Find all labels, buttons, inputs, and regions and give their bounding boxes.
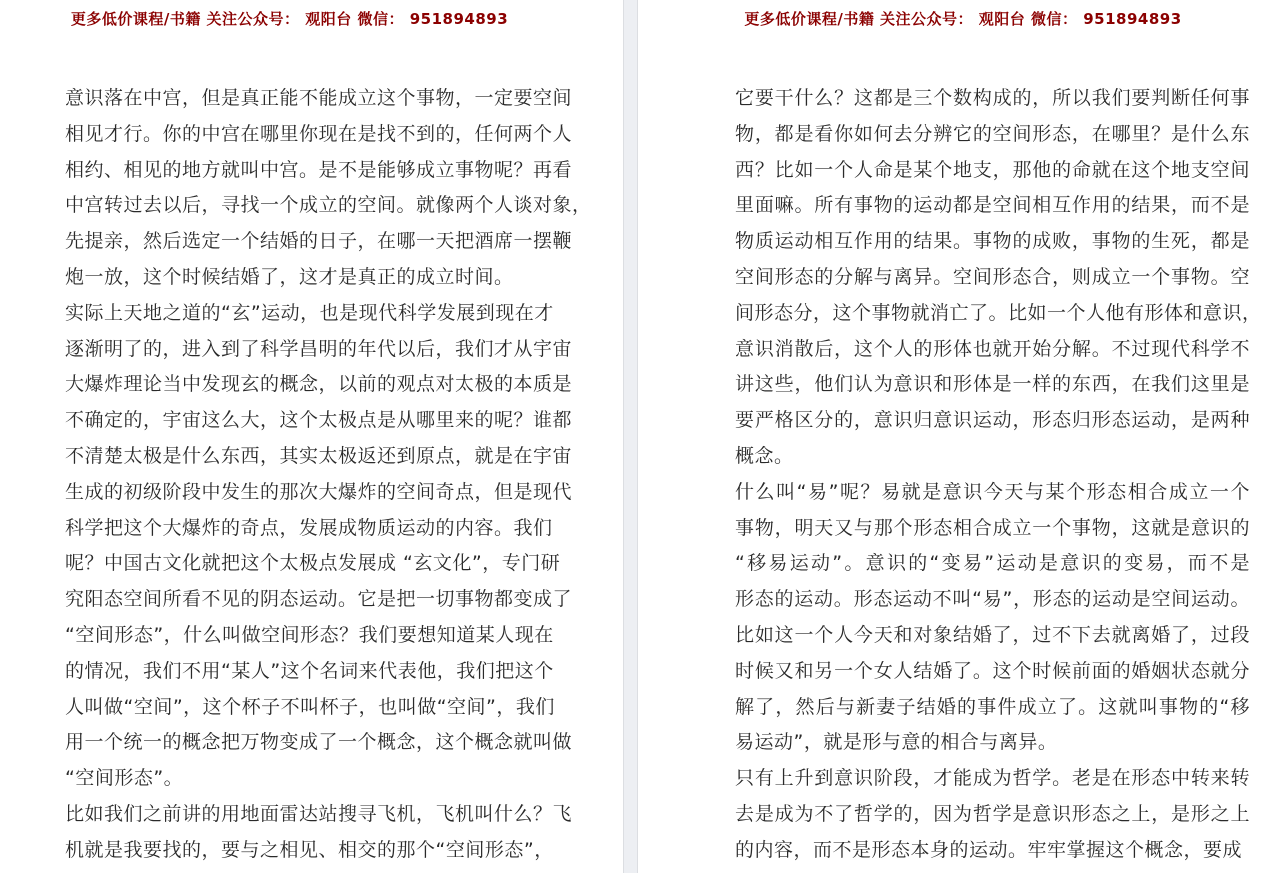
page-right <box>638 0 1262 873</box>
text-line: 用一个统一的概念把万物变成了一个概念，这个概念就叫做 <box>65 731 573 754</box>
text-line: 的情况，我们不用“某人”这个名词来代表他，我们把这个 <box>65 659 554 682</box>
text-line: 它要干什么？这都是三个数构成的，所以我们要判断任何事 <box>735 87 1250 109</box>
text-line: 物，都是看你如何去分辨它的空间形态，在哪里？是什么东 <box>735 122 1250 145</box>
text-line: 炮一放，这个时候结婚了，这才是真正的成立时间。 <box>65 265 514 288</box>
text-line: 实际上天地之道的“玄”运动，也是现代科学发展到现在才 <box>65 301 554 324</box>
text-line: 解了，然后与新妻子结婚的事件成立了。这就叫事物的“移 <box>735 695 1250 718</box>
text-line: 比如这一个人今天和对象结婚了，过不下去就离婚了，过段 <box>735 623 1250 646</box>
text-line: “移易运动”。意识的“变易”运动是意识的变易，而不是 <box>735 552 1250 575</box>
text-line: 易运动”，就是形与意的相合与离异。 <box>735 731 1058 754</box>
text-line: 去是成为不了哲学的，因为哲学是意识形态之上，是形之上 <box>735 802 1250 825</box>
text-line: 科学把这个大爆炸的奇点，发展成物质运动的内容。我们 <box>65 516 553 539</box>
text-line: “空间形态”，什么叫做空间形态？我们要想知道某人现在 <box>65 623 554 646</box>
text-line: 空间形态的分解与离异。空间形态合，则成立一个事物。空 <box>735 265 1250 288</box>
text-line: 事物，明天又与那个形态相合成立一个事物，这就是意识的 <box>735 516 1250 539</box>
text-line: 相约、相见的地方就叫中宫。是不是能够成立事物呢？再看 <box>65 158 573 181</box>
text-line: 不确定的，宇宙这么大，这个太极点是从哪里来的呢？谁都 <box>65 409 573 432</box>
text-line: 先提亲，然后选定一个结婚的日子，在哪一天把酒席一摆鞭 <box>65 230 573 253</box>
page-header-watermark-right: 更多低价课程/书籍 关注公众号： 观阳台 微信： 951894893 <box>744 10 1182 28</box>
text-line: 物质运动相互作用的结果。事物的成败，事物的生死，都是 <box>735 230 1250 253</box>
text-line: 不清楚太极是什么东西，其实太极返还到原点，就是在宇宙 <box>65 444 573 467</box>
text-line: 的内容，而不是形态本身的运动。牢牢掌握这个概念，要成 <box>735 838 1243 861</box>
page-left <box>0 0 623 873</box>
text-line: 生成的初级阶段中发生的那次大爆炸的空间奇点，但是现代 <box>65 480 573 503</box>
text-line: 意识消散后，这个人的形体也就开始分解。不过现代科学不 <box>735 337 1250 360</box>
text-line: 机就是我要找的，要与之相见、相交的那个“空间形态”， <box>65 838 554 861</box>
text-line: 时候又和另一个女人结婚了。这个时候前面的婚姻状态就分 <box>735 659 1250 682</box>
text-line: 只有上升到意识阶段，才能成为哲学。老是在形态中转来转 <box>735 767 1250 790</box>
text-line: 讲这些，他们认为意识和形体是一样的东西，在我们这里是 <box>735 373 1250 396</box>
text-line: 比如我们之前讲的用地面雷达站搜寻飞机，飞机叫什么？飞 <box>65 802 573 825</box>
text-line: “空间形态”。 <box>65 767 184 790</box>
text-line: 究阳态空间所看不见的阴态运动。它是把一切事物都变成了 <box>65 588 573 611</box>
text-line: 相见才行。你的中宫在哪里你现在是找不到的，任何两个人 <box>65 122 573 145</box>
page-body-left <box>0 81 623 869</box>
text-line: 间形态分，这个事物就消亡了。比如一个人他有形体和意识， <box>735 301 1262 324</box>
text-line: 什么叫“易”呢？易就是意识今天与某个形态相合成立一个 <box>735 480 1250 503</box>
text-line: 形态的运动。形态运动不叫“易”，形态的运动是空间运动。 <box>735 588 1250 611</box>
text-line: 大爆炸理论当中发现玄的概念，以前的观点对太极的本质是 <box>65 373 573 396</box>
text-line: 意识落在中宫，但是真正能不能成立这个事物，一定要空间 <box>65 87 573 109</box>
text-line: 逐渐明了的，进入到了科学昌明的年代以后，我们才从宇宙 <box>65 337 573 360</box>
text-line: 中宫转过去以后，寻找一个成立的空间。就像两个人谈对象， <box>65 194 592 217</box>
page-header-watermark-left: 更多低价课程/书籍 关注公众号： 观阳台 微信： 951894893 <box>70 10 509 28</box>
page-gutter <box>623 0 638 873</box>
text-line: 西？比如一个人命是某个地支，那他的命就在这个地支空间 <box>735 158 1250 181</box>
text-line: 要严格区分的，意识归意识运动，形态归形态运动，是两种 <box>735 409 1250 432</box>
page-body-right <box>638 81 1262 869</box>
text-line: 里面嘛。所有事物的运动都是空间相互作用的结果，而不是 <box>735 194 1250 217</box>
text-line: 概念。 <box>735 444 794 467</box>
text-line: 呢？中国古文化就把这个太极点发展成 “玄文化”，专门研 <box>65 552 561 575</box>
text-line: 人叫做“空间”，这个杯子不叫杯子，也叫做“空间”，我们 <box>65 695 555 718</box>
